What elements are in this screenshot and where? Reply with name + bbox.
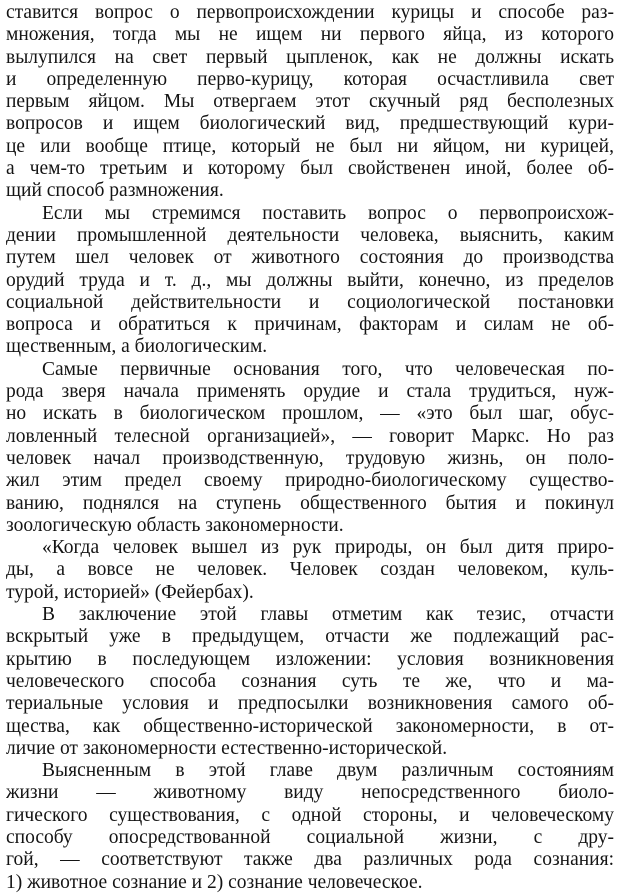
text-line: щественным, а биологическим. bbox=[6, 336, 268, 358]
text-line: человеческого способа сознания суть те же, что и ма- bbox=[6, 670, 614, 692]
text-line: ловленный телесной организацией», — говорит Маркс. Но раз bbox=[6, 425, 614, 447]
text-line: множения, тогда мы не ищем ни первого яйца, из которого bbox=[6, 24, 614, 46]
paragraph bbox=[6, 2, 614, 203]
text-line: жизни — животному виду непосредственного биоло- bbox=[6, 782, 614, 804]
text-line: вылупился на свет первый цыпленок, как не должны искать bbox=[6, 46, 614, 68]
text-line: путем шел человек от животного состояния до производства bbox=[6, 247, 614, 269]
text-line: 1) животное сознание и 2) сознание человеческое. bbox=[6, 871, 423, 893]
text-line: и определенную перво-курицу, которая осчастливила свет bbox=[6, 68, 614, 90]
text-line: гой, — соответствуют также два различных рода сознания: bbox=[6, 849, 614, 871]
text-line: зоологическую область закономерности. bbox=[6, 514, 344, 536]
text-line: турой, историей» (Фейербах). bbox=[6, 581, 254, 603]
text-line: дении промышленной деятельности человека, выяснить, каким bbox=[6, 224, 614, 246]
text-line: «Когда человек вышел из рук природы, он был дитя приро- bbox=[42, 537, 614, 559]
paragraph bbox=[6, 537, 614, 604]
paragraph bbox=[6, 604, 614, 760]
paragraph bbox=[6, 760, 614, 894]
text-line: вопросов и ищем биологический вид, предшествующий кури- bbox=[6, 113, 614, 135]
text-line: но искать в биологическом прошлом, — «это был шаг, обус- bbox=[6, 403, 614, 425]
text-line: вскрытый уже в предыдущем, отчасти же подлежащий рас- bbox=[6, 626, 614, 648]
text-line: це или вообще птице, который не был ни яйцом, ни курицей, bbox=[6, 135, 614, 157]
text-line: орудий труда и т. д., мы должны выйти, конечно, из пределов bbox=[6, 269, 614, 291]
text-line: Если мы стремимся поставить вопрос о первопроисхож- bbox=[42, 202, 614, 224]
text-line: жил этим предел своему природно-биологическому существо- bbox=[6, 470, 614, 492]
paragraph bbox=[6, 203, 614, 359]
text-line: Выясненным в этой главе двум различным состояниям bbox=[42, 760, 614, 782]
text-line: ванию, поднялся на ступень общественного бытия и покинул bbox=[6, 492, 614, 514]
text-line: человек начал производственную, трудовую жизнь, он поло- bbox=[6, 447, 614, 469]
text-line: крытию в последующем изложении: условия возникновения bbox=[6, 648, 614, 670]
text-line: вопроса и обратиться к причинам, факторам и силам не об- bbox=[6, 314, 614, 336]
text-line: ставится вопрос о первопроисхождении курицы и способе раз- bbox=[6, 2, 614, 23]
text-line: Самые первичные основания того, что человеческая по- bbox=[42, 358, 614, 380]
text-line: В заключение этой главы отметим как тезис, отчасти bbox=[42, 604, 614, 626]
text-line: ды, а вовсе не человек. Человек создан человеком, куль- bbox=[6, 559, 614, 581]
paragraph bbox=[6, 359, 614, 537]
text-line: териальные условия и предпосылки возникновения самого об- bbox=[6, 693, 614, 715]
text-line: а чем-то третьим и которому был свойственен иной, более об- bbox=[6, 158, 614, 180]
text-line: щества, как общественно-исторической закономерности, в от- bbox=[6, 715, 614, 737]
text-line: способу опосредствованной социальной жизни, с дру- bbox=[6, 826, 614, 848]
text-line: рода зверя начала применять орудие и стала трудиться, нуж- bbox=[6, 381, 614, 403]
text-line: первым яйцом. Мы отвергаем этот скучный ряд бесполезных bbox=[6, 91, 614, 113]
text-line: гического существования, с одной стороны, и человеческому bbox=[6, 804, 614, 826]
text-line: личие от закономерности естественно-исторической. bbox=[6, 737, 448, 759]
text-line: социальной действительности и социологической постановки bbox=[6, 291, 614, 313]
text-line: щий способ размножения. bbox=[6, 180, 224, 202]
